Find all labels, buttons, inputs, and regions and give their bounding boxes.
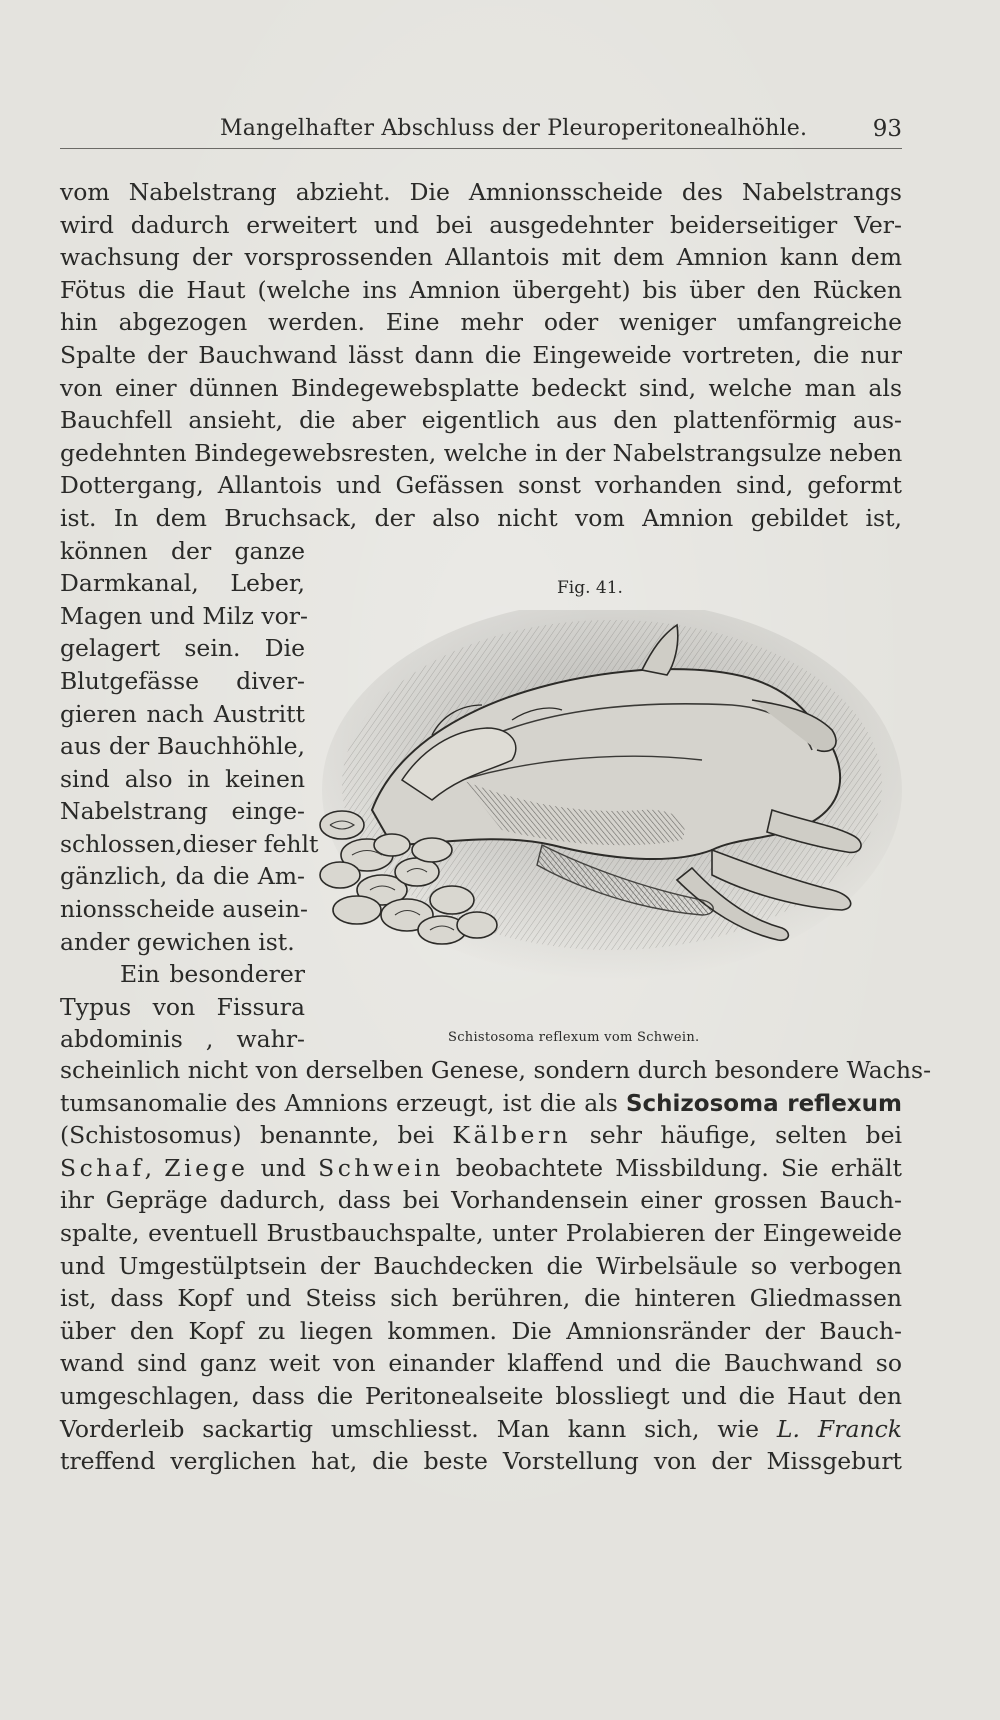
term-schwein: Schwein <box>318 1153 444 1182</box>
text-run: sehr häufige, selten bei <box>571 1121 902 1150</box>
text-line: Spalte der Bauchwand lässt dann die Eingeweide vortreten, die nur <box>60 340 902 369</box>
figure-illustration <box>312 610 907 1022</box>
text-line-schaf <box>60 1152 902 1185</box>
running-head: Mangelhafter Abschluss der Pleuroperitonealhöhle. <box>220 116 808 141</box>
text-line: und Umgestülptsein der Bauchdecken die Wirbelsäule so verbogen <box>60 1251 902 1280</box>
text-line: wird dadurch erweitert und bei ausgedehnter beiderseitiger Ver- <box>60 210 902 239</box>
text-line: spalte, eventuell Brustbauchspalte, unter Prolabieren der Eingeweide <box>60 1218 902 1247</box>
text-line: wachsung der vorsprossenden Allantois mit dem Amnion kann dem <box>60 243 902 272</box>
term-ziege: Ziege <box>164 1153 249 1182</box>
text-line: Nabelstrang einge- <box>60 797 305 826</box>
page-number: 93 <box>872 116 902 142</box>
text-line: umgeschlagen, dass die Peritonealseite blossliegt und die Haut den <box>60 1381 902 1410</box>
text-run: tumsanomalie des Amnions erzeugt, ist die als <box>60 1088 626 1117</box>
text-run: beobachtete Missbildung. Sie erhält <box>443 1153 902 1182</box>
author-franck: L. Franck <box>776 1414 902 1443</box>
wrapped-column-text <box>60 535 319 1057</box>
term-schaf: Schaf <box>60 1153 145 1182</box>
text-line: Ein besonderer <box>120 960 305 989</box>
text-run: , <box>144 1153 165 1182</box>
text-run: und <box>248 1153 319 1182</box>
text-line-kaelbern <box>60 1119 902 1152</box>
text-line: können der ganze <box>60 536 305 565</box>
page-header <box>60 112 902 149</box>
text-line: gedehnten Bindegewebsresten, welche in der Nabelstrangsulze neben <box>60 438 903 467</box>
text-line: gänzlich, da die Am- <box>60 862 305 891</box>
text-line: scheinlich nicht von derselben Genese, sondern durch besondere Wachs- <box>60 1056 932 1084</box>
text-line: über den Kopf zu liegen kommen. Die Amnionsränder der Bauch- <box>60 1316 902 1345</box>
text-line: gieren nach Austritt <box>60 699 305 728</box>
text-line: gelagert sein. Die <box>60 634 305 663</box>
text-line: ander gewichen ist. <box>60 927 295 956</box>
text-run: Vorderleib sackartig umschliesst. Man kann sich, wie <box>60 1414 777 1443</box>
text-line: ihr Gepräge dadurch, dass bei Vorhandensein einer grossen Bauch- <box>60 1186 902 1215</box>
text-line: Fötus die Haut (welche ins Amnion übergeht) bis über den Rücken <box>60 275 902 304</box>
text-line: Typus von Fissura <box>60 992 305 1021</box>
text-line: ist, dass Kopf und Steiss sich berühren, die hinteren Gliedmassen <box>60 1284 902 1313</box>
text-line: hin abgezogen werden. Eine mehr oder weniger umfangreiche <box>60 308 902 337</box>
figure-label: Fig. 41. <box>557 578 623 598</box>
text-line: nionsscheide ausein- <box>60 895 308 924</box>
text-line: schlossen,dieser fehlt <box>60 829 319 858</box>
text-line: Magen und Milz vor- <box>60 601 308 630</box>
text-line: Bauchfell ansieht, die aber eigentlich aus den plattenförmig aus- <box>60 406 902 435</box>
body-text-bottom <box>60 1054 932 1478</box>
text-line: ist. In dem Bruchsack, der also nicht vom Amnion gebildet ist, <box>60 503 902 532</box>
figure-caption: Schistosoma reflexum vom Schwein. <box>448 1030 700 1045</box>
text-run: (Schistosomus) benannte, bei <box>60 1121 453 1150</box>
text-line: Darmkanal, Leber, <box>60 569 305 598</box>
text-line: Blutgefässe diver- <box>60 666 305 695</box>
term-kaelbern: Kälbern <box>452 1121 572 1150</box>
text-line: sind also in keinen <box>60 764 305 793</box>
text-line: abdominis , wahr- <box>60 1025 305 1054</box>
text-line: von einer dünnen Bindegewebsplatte bedeckt sind, welche man als <box>60 373 902 402</box>
text-line: vom Nabelstrang abzieht. Die Amnionsscheide des Nabelstrangs <box>60 178 902 206</box>
text-line: treffend verglichen hat, die beste Vorstellung von der Missgeburt <box>60 1447 902 1476</box>
text-line: aus der Bauchhöhle, <box>60 732 305 761</box>
text-line-franck <box>60 1413 902 1446</box>
text-line-schizosoma <box>60 1087 902 1120</box>
text-line: Dottergang, Allantois und Gefässen sonst vorhanden sind, geformt <box>60 471 902 500</box>
text-line: wand sind ganz weit von einander klaffend und die Bauchwand so <box>60 1349 902 1378</box>
term-schizosoma-reflexum: Schizosoma reflexum <box>625 1090 902 1117</box>
